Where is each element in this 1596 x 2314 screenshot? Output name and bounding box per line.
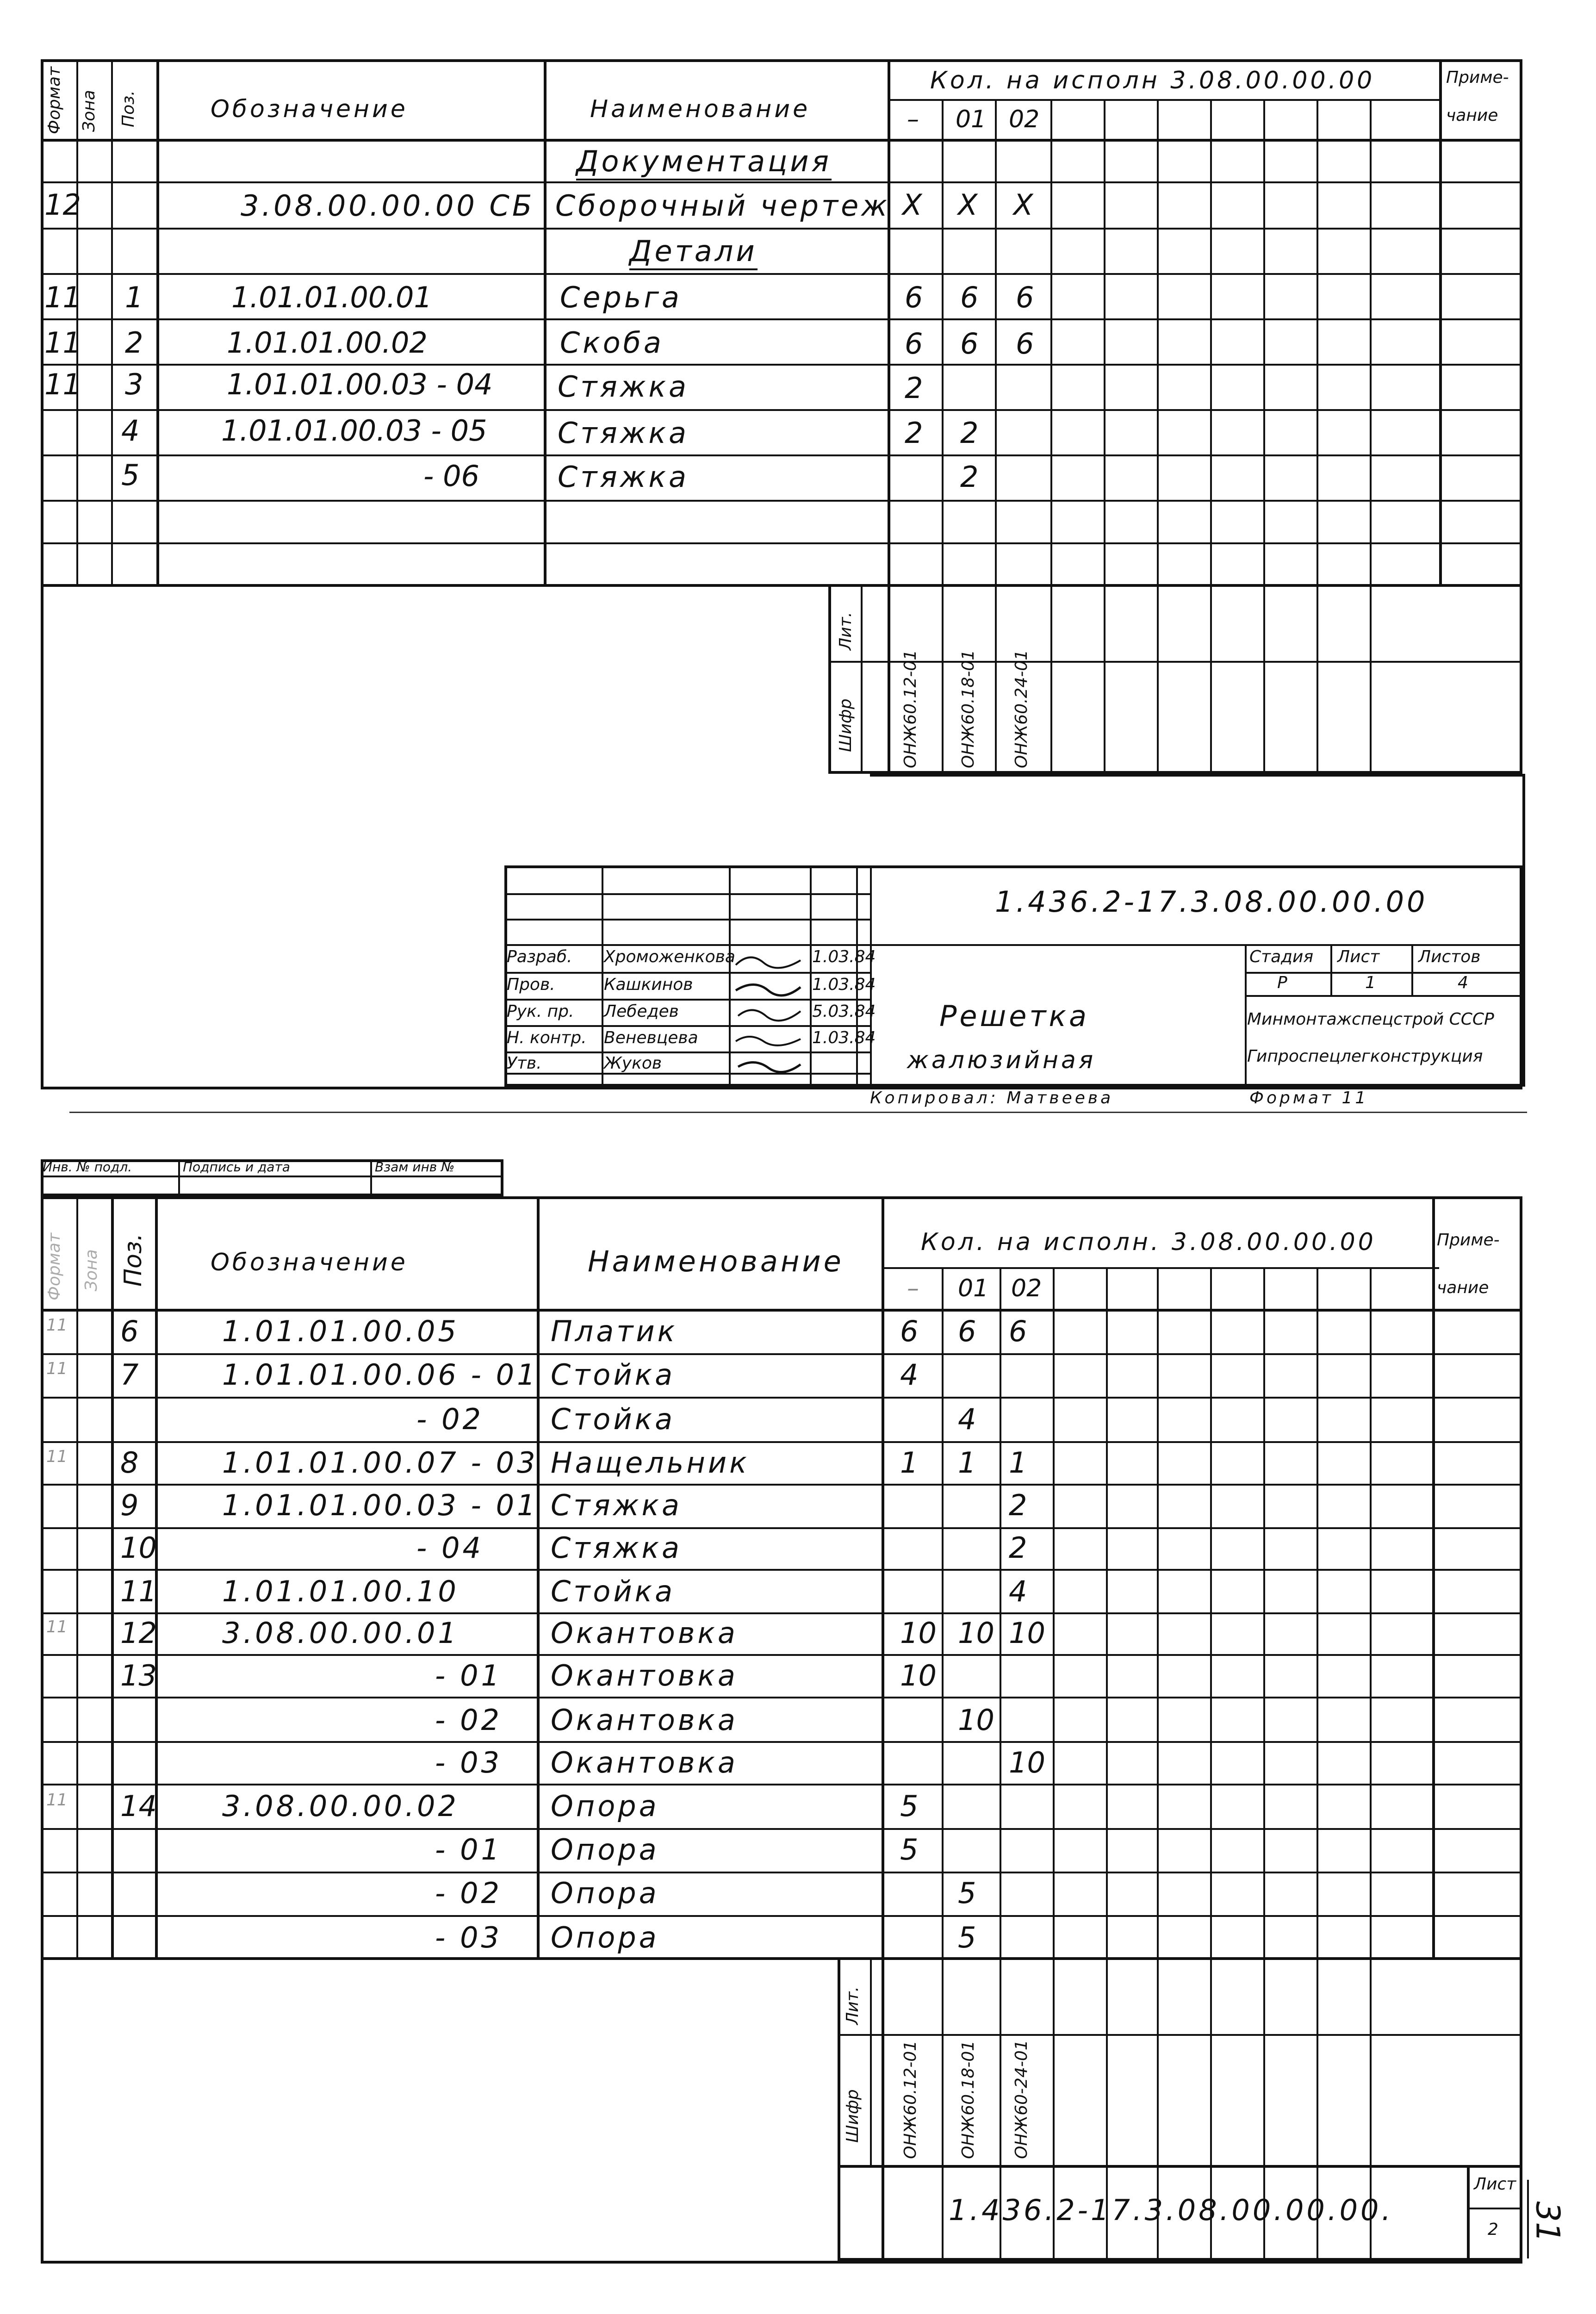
table-row-q2: 6 — [1009, 1314, 1027, 1348]
cipher-0: ОНЖ60.12-01 — [901, 2040, 920, 2159]
table-row-q1: 2 — [960, 416, 979, 450]
table-row-pos: 3 — [125, 367, 143, 401]
table-row-name: Нащельник — [551, 1446, 750, 1480]
table-row-q0: X — [902, 188, 922, 222]
stamp-date: 1.03.84 — [812, 975, 876, 994]
doc-number-1: 1.436.2-17.3.08.00.00.00 — [995, 885, 1428, 919]
table-row-pos: 8 — [120, 1446, 139, 1480]
table-row-q0: 6 — [905, 327, 923, 361]
inv-label: Инв. № подл. — [43, 1159, 132, 1175]
stamp-date: 1.03.84 — [812, 1028, 876, 1047]
table-row-format: 11 — [46, 1316, 68, 1335]
table-row-q2: 10 — [1009, 1746, 1045, 1779]
table-row-name: Стяжка — [558, 370, 689, 404]
section-details: Детали — [629, 237, 758, 270]
cipher-block-1 — [828, 584, 1522, 774]
header-format: Формат — [45, 1232, 64, 1300]
header-note2: чание — [1437, 1278, 1489, 1297]
table-row-pos: 10 — [120, 1531, 157, 1565]
exec-col-1: 01 — [956, 106, 987, 133]
table-row-format: 12 — [44, 188, 81, 222]
table-row-designation: - 04 — [416, 1531, 484, 1565]
table-row-name: Стяжка — [551, 1531, 682, 1565]
sheet-1 — [0, 0, 1596, 1120]
stamp-role: Рук. пр. — [507, 1002, 574, 1021]
table-row-q1: X — [958, 188, 978, 222]
sign-date-label: Подпись и дата — [183, 1159, 290, 1175]
table-row-q0: 10 — [900, 1659, 937, 1692]
table-row-designation: 3.08.00.00.02 — [222, 1789, 459, 1823]
table-row-q0: 6 — [900, 1314, 919, 1348]
stamp-role: Утв. — [507, 1054, 542, 1073]
table-row-q2: 2 — [1009, 1488, 1027, 1522]
header-pos: Поз. — [119, 1233, 147, 1287]
table-row-designation: - 02 — [416, 1402, 484, 1436]
table-row-name: Скоба — [560, 326, 664, 360]
title-line-1: Решетка — [939, 999, 1089, 1033]
stamp-name: Веневцева — [604, 1028, 698, 1047]
table-row-designation: - 01 — [435, 1833, 502, 1866]
table-row-designation: 3.08.00.00.01 — [222, 1616, 459, 1650]
header-name: Наименование — [590, 95, 811, 123]
table-row-q0: 6 — [905, 280, 923, 314]
lit-label: Лит. — [836, 612, 855, 650]
table-row-q2: 2 — [1009, 1531, 1027, 1565]
stamp-role: Разраб. — [507, 947, 572, 966]
stamp-date: 5.03.84 — [812, 1002, 876, 1021]
signatures — [731, 946, 807, 1078]
org-line-1: Минмонтажспецстрой СССР — [1247, 1010, 1494, 1029]
header-qty: Кол. на исполн 3.08.00.00.00 — [930, 67, 1375, 94]
doc-number-2: 1.436.2-17.3.08.00.00.00. — [949, 2193, 1394, 2227]
section-documentation: Документация — [576, 147, 832, 180]
cipher-0: ОНЖ60.12-01 — [901, 649, 920, 768]
table-row-q1: 5 — [958, 1876, 976, 1910]
stamp-role: Н. контр. — [507, 1028, 587, 1047]
stamp-name: Жуков — [604, 1054, 662, 1073]
stamp-role: Пров. — [507, 975, 555, 994]
table-row-designation: - 03 — [435, 1921, 502, 1954]
sheets-value: 4 — [1458, 973, 1468, 992]
format-label: Формат 11 — [1249, 1089, 1369, 1107]
cipher-1: ОНЖ60.18-01 — [959, 2040, 978, 2159]
lit-label: Лит. — [843, 1986, 862, 2025]
table-row-format: 11 — [44, 280, 81, 314]
table-row-name: Окантовка — [551, 1703, 738, 1737]
table-row-name: Опора — [551, 1833, 659, 1866]
exec-col-2: 02 — [1011, 1275, 1042, 1302]
table-row-pos: 9 — [120, 1488, 139, 1522]
table-row-name: Опора — [551, 1876, 659, 1910]
table-row-q0: 1 — [900, 1446, 919, 1480]
table-row-q1: 6 — [960, 280, 979, 314]
table-row-q1: 6 — [958, 1314, 976, 1348]
exec-col-0: – — [907, 1275, 919, 1302]
table-row-designation: 1.01.01.00.01 — [231, 280, 432, 314]
table-row-pos: 12 — [120, 1616, 157, 1650]
stamp-name: Кашкинов — [604, 975, 693, 994]
header-note1: Приме- — [1437, 1231, 1500, 1250]
table-row-pos: 1 — [125, 280, 143, 314]
table-row-name: Окантовка — [551, 1616, 738, 1650]
header-zone: Зона — [80, 90, 99, 132]
table-row-q2: 4 — [1009, 1574, 1027, 1608]
table-row-q2: 6 — [1016, 280, 1034, 314]
cipher-2: ОНЖ60.24-01 — [1012, 649, 1031, 768]
table-row-q1: 4 — [958, 1402, 976, 1436]
table-row-name: Стяжка — [558, 416, 689, 450]
table-row-format: 11 — [44, 326, 81, 360]
table-row-designation: - 02 — [435, 1876, 502, 1910]
exec-col-2: 02 — [1009, 106, 1040, 133]
header-pos: Поз. — [119, 90, 138, 127]
table-row-q1: 10 — [958, 1703, 994, 1737]
exec-col-0: – — [907, 106, 919, 133]
table-row-pos: 14 — [120, 1789, 157, 1823]
table-row-q1: 2 — [960, 460, 979, 494]
sheet-header: Лист — [1474, 2175, 1516, 2194]
table-row-q0: 5 — [900, 1833, 919, 1866]
table-row-designation: 1.01.01.00.03 - 05 — [221, 414, 487, 448]
stage-header: Стадия — [1249, 947, 1314, 966]
stamp-name: Хроможенкова — [604, 947, 735, 966]
table-row-pos: 5 — [121, 458, 140, 492]
org-line-2: Гипроспецлегконструкция — [1247, 1047, 1483, 1066]
table-row-pos: 11 — [120, 1574, 157, 1608]
table-row-pos: 7 — [120, 1358, 139, 1392]
table-row-pos: 4 — [121, 414, 140, 448]
table-row-name: Стяжка — [558, 460, 689, 494]
table-row-q0: 4 — [900, 1358, 919, 1392]
header-name: Наименование — [588, 1244, 844, 1278]
table-row-designation: 1.01.01.00.07 - 03 — [222, 1446, 538, 1480]
table-row-name: Сборочный чертеж — [555, 189, 890, 223]
header-designation: Обозначение — [211, 1249, 408, 1276]
cipher-1: ОНЖ60.18-01 — [959, 649, 978, 768]
table-row-q0: 2 — [905, 371, 923, 405]
page-number: 31 — [1528, 2201, 1567, 2243]
table-row-q0: 10 — [900, 1616, 937, 1650]
table-row-pos: 2 — [125, 326, 143, 360]
stamp-date: 1.03.84 — [812, 947, 876, 966]
table-row-designation: - 03 — [435, 1746, 502, 1779]
table-row-designation: - 01 — [435, 1659, 502, 1692]
table-row-designation: 1.01.01.00.10 — [222, 1574, 459, 1608]
table-row-format: 11 — [44, 367, 81, 401]
table-row-name: Платик — [551, 1314, 678, 1348]
table-row-name: Стойка — [551, 1402, 676, 1436]
table-row-name: Окантовка — [551, 1659, 738, 1692]
header-note2: чание — [1446, 106, 1498, 125]
table-row-name: Опора — [551, 1921, 659, 1954]
table-row-format: 11 — [46, 1617, 68, 1636]
table-row-name: Стойка — [551, 1574, 676, 1608]
sheet-value: 1 — [1365, 973, 1376, 992]
exec-col-1: 01 — [958, 1275, 989, 1302]
header-zone: Зона — [82, 1249, 101, 1291]
table-row-designation: 1.01.01.00.03 - 04 — [227, 367, 493, 401]
table-row-pos: 13 — [120, 1659, 157, 1692]
sheet-value: 2 — [1488, 2220, 1498, 2239]
stamp-name: Лебедев — [604, 1002, 679, 1021]
header-format: Формат — [45, 66, 64, 134]
table-row-designation: 1.01.01.00.02 — [227, 326, 428, 360]
table-row-name: Опора — [551, 1789, 659, 1823]
table-row-q2: 6 — [1016, 327, 1034, 361]
table-row-q1: 5 — [958, 1921, 976, 1954]
table-row-pos: 6 — [120, 1314, 139, 1348]
table-row-format: 11 — [46, 1359, 68, 1378]
copied-by: Копировал: Матвеева — [870, 1089, 1114, 1107]
cipher-label: Шифр — [843, 2089, 862, 2143]
divider — [69, 1112, 1527, 1113]
table-row-designation: - 02 — [435, 1703, 502, 1737]
table-row-designation: - 06 — [423, 459, 479, 493]
table-row-name: Окантовка — [551, 1746, 738, 1779]
table-row-designation: 1.01.01.00.06 - 01 — [222, 1358, 538, 1392]
title-line-2: жалюзийная — [907, 1046, 1096, 1074]
sheet-header: Лист — [1337, 947, 1380, 966]
table-row-designation: 1.01.01.00.03 - 01 — [222, 1488, 538, 1522]
table-row-designation: 1.01.01.00.05 — [222, 1314, 459, 1348]
stage-value: Р — [1277, 973, 1287, 992]
sheets-header: Листов — [1418, 947, 1481, 966]
table-row-q0: 2 — [905, 416, 923, 450]
table-row-name: Серьга — [560, 280, 682, 314]
spec-table-1 — [41, 59, 1522, 587]
table-row-name: Стяжка — [551, 1488, 682, 1522]
cipher-2: ОНЖ60-24-01 — [1012, 2040, 1031, 2159]
table-row-q1: 10 — [958, 1616, 994, 1650]
table-row-q2: 1 — [1009, 1446, 1027, 1480]
table-row-name: Стойка — [551, 1358, 676, 1392]
table-row-q2: X — [1013, 188, 1033, 222]
cipher-label: Шифр — [836, 698, 855, 752]
header-designation: Обозначение — [211, 95, 408, 123]
table-row-designation: 3.08.00.00.00 СБ — [241, 189, 535, 223]
table-row-q1: 1 — [958, 1446, 976, 1480]
table-row-format: 11 — [46, 1447, 68, 1466]
header-note1: Приме- — [1446, 68, 1509, 87]
header-qty: Кол. на исполн. 3.08.00.00.00 — [921, 1228, 1376, 1256]
table-row-format: 11 — [46, 1791, 68, 1810]
table-row-q1: 6 — [960, 327, 979, 361]
replace-inv-label: Взам инв № — [375, 1159, 455, 1175]
table-row-q2: 10 — [1009, 1616, 1045, 1650]
table-row-q0: 5 — [900, 1789, 919, 1823]
sheet-2 — [0, 1129, 1596, 2314]
